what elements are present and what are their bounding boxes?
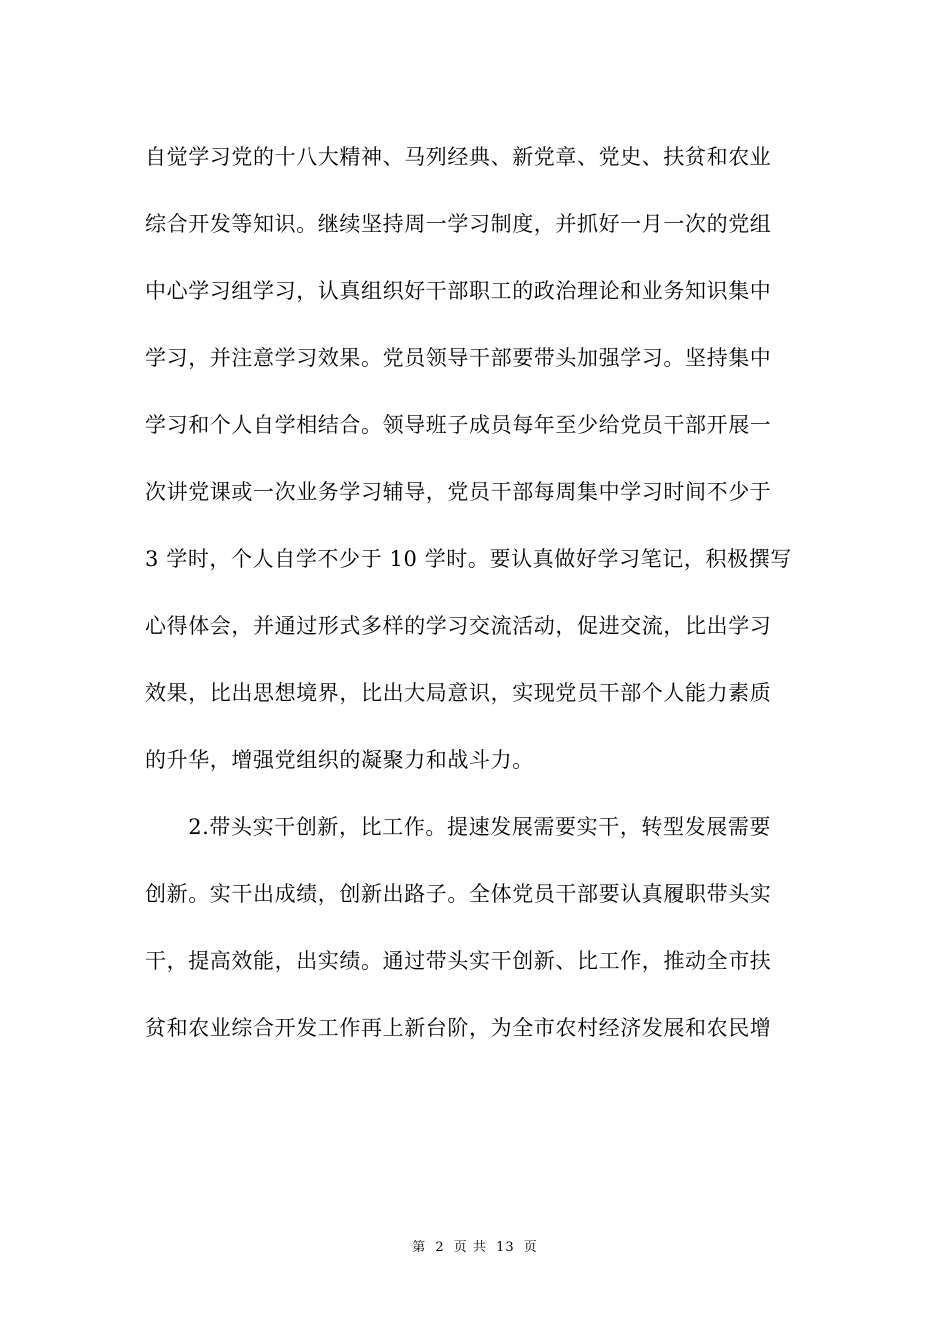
text-line-11: 2.带头实干创新，比工作。提速发展需要实干，转型发展需要 <box>145 815 772 839</box>
text-line-3: 中心学习组学习，认真组织好干部职工的政治理论和业务知识集中 <box>145 279 772 303</box>
text-line-1: 自觉学习党的十八大精神、马列经典、新党章、党史、扶贫和农业 <box>145 145 772 169</box>
footer-page-number: 2 <box>435 1240 445 1255</box>
text-line-6: 次讲党课或一次业务学习辅导，党员干部每周集中学习时间不少于 <box>145 480 772 504</box>
text-line-5: 学习和个人自学相结合。领导班子成员每年至少给党员干部开展一 <box>145 413 772 437</box>
footer-total-pages: 13 <box>496 1240 515 1255</box>
page-footer <box>0 1236 950 1255</box>
footer-middle: 页 共 <box>453 1240 487 1255</box>
footer-suffix: 页 <box>523 1240 538 1255</box>
text-line-10: 的升华，增强党组织的凝聚力和战斗力。 <box>145 748 534 772</box>
text-line-12: 创新。实干出成绩，创新出路子。全体党员干部要认真履职带头实 <box>145 882 772 906</box>
text-line-13: 干，提高效能，出实绩。通过带头实干创新、比工作，推动全市扶 <box>145 949 772 973</box>
text-line-2: 综合开发等知识。继续坚持周一学习制度，并抓好一月一次的党组 <box>145 212 772 236</box>
text-line-4: 学习，并注意学习效果。党员领导干部要带头加强学习。坚持集中 <box>145 346 772 370</box>
body-text <box>145 134 810 1072</box>
text-line-9: 效果，比出思想境界，比出大局意识，实现党员干部个人能力素质 <box>145 681 772 705</box>
text-line-7: 3 学时，个人自学不少于 10 学时。要认真做好学习笔记，积极撰写 <box>145 547 792 571</box>
text-line-8: 心得体会，并通过形式多样的学习交流活动，促进交流，比出学习 <box>145 614 772 638</box>
text-line-14: 贫和农业综合开发工作再上新台阶，为全市农村经济发展和农民增 <box>145 1016 772 1040</box>
footer-prefix: 第 <box>412 1240 427 1255</box>
